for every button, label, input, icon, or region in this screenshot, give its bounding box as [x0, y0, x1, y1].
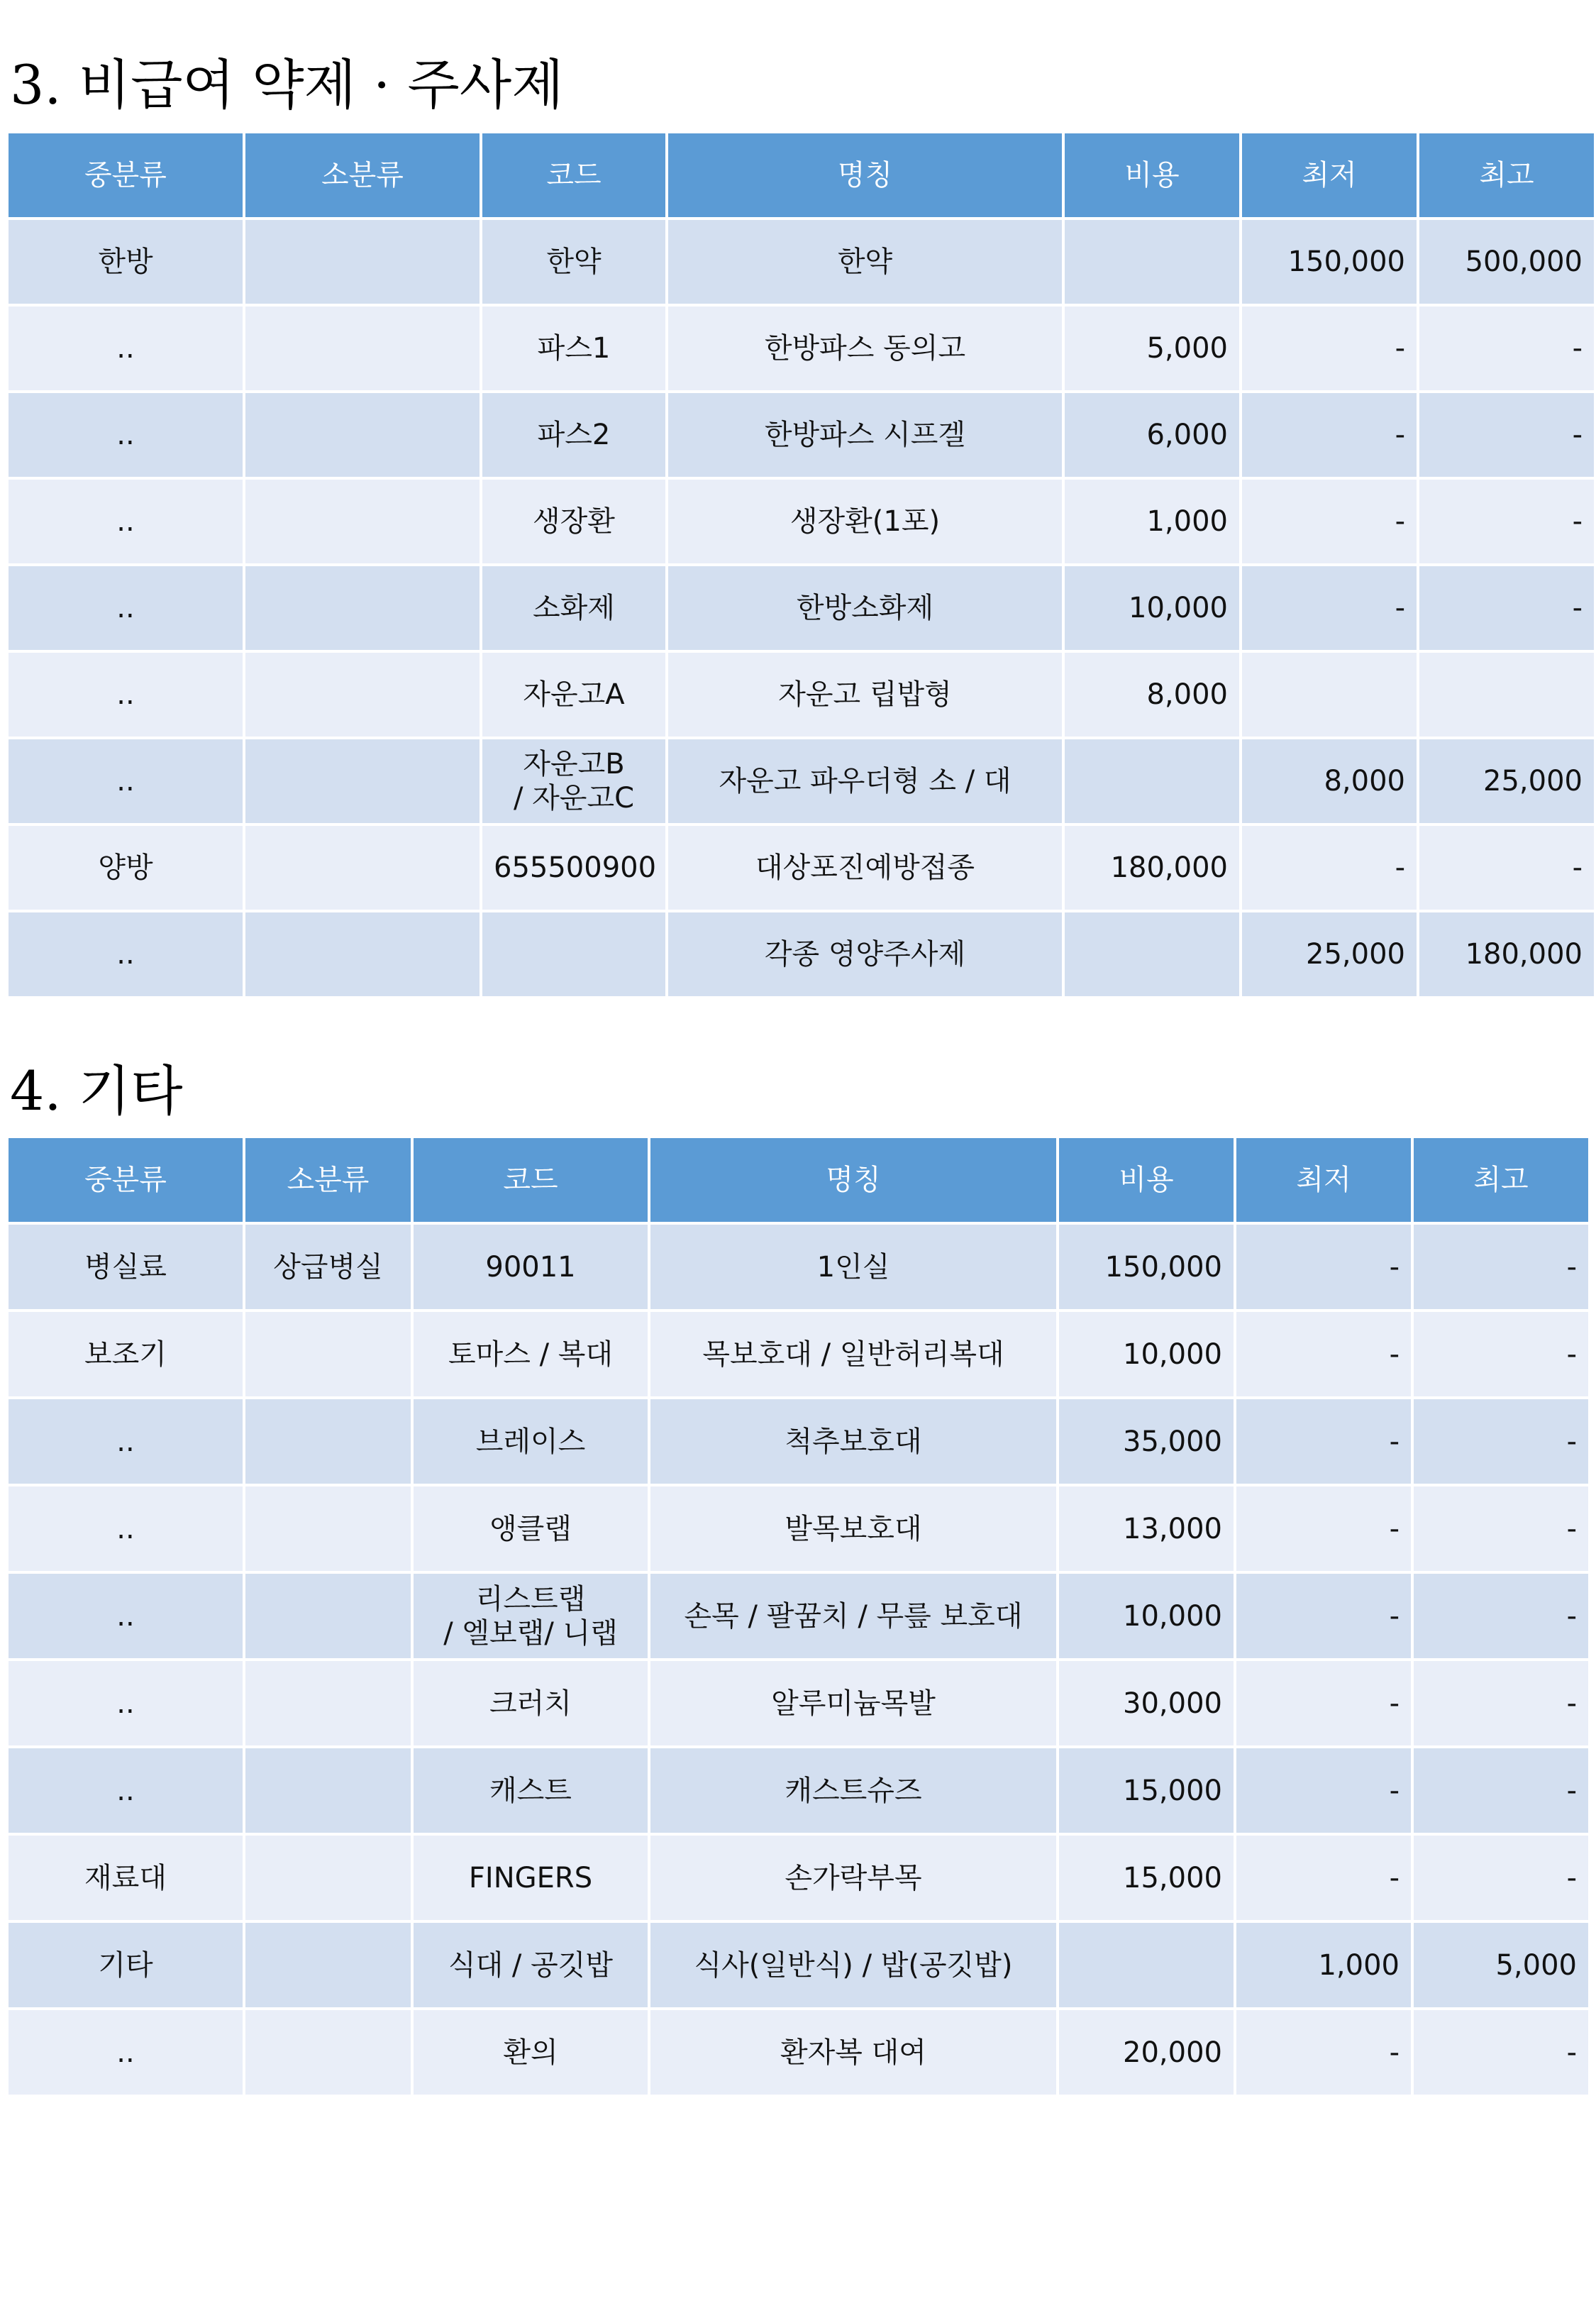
code-line: 소화제 — [533, 592, 615, 624]
max-cell: 500,000 — [1419, 220, 1594, 304]
table-row — [9, 1399, 1588, 1484]
cost-cell: 1,000 — [1065, 480, 1239, 563]
table-row — [9, 1574, 1588, 1658]
min-cell: 150,000 — [1242, 220, 1417, 304]
subcategory-cell — [245, 307, 480, 390]
max-cell: - — [1414, 1399, 1588, 1484]
table-row — [9, 1225, 1588, 1309]
subcategory-cell — [245, 1486, 411, 1571]
code-cell — [414, 1748, 648, 1833]
code-cell — [414, 2010, 648, 2095]
category-cell: .. — [9, 1399, 243, 1484]
header-cost: 비용 — [1065, 133, 1239, 217]
subcategory-cell — [245, 566, 480, 650]
category-cell: 보조기 — [9, 1312, 243, 1396]
code-cell — [482, 826, 665, 910]
code-cell — [414, 1399, 648, 1484]
name-cell: 환자복 대여 — [650, 2010, 1056, 2095]
code-cell — [482, 307, 665, 390]
name-cell: 목보호대 / 일반허리복대 — [650, 1312, 1056, 1396]
subcategory-cell — [245, 1574, 411, 1658]
fee-table-drugs — [6, 131, 1596, 999]
code-line: / 엘보랩/ 니랩 — [443, 1616, 618, 1650]
header-max: 최고 — [1419, 133, 1594, 217]
min-cell: - — [1236, 1748, 1411, 1833]
cost-cell: 35,000 — [1059, 1399, 1234, 1484]
table-header-row — [9, 1138, 1588, 1222]
section-title-other: 4. 기타 — [10, 1059, 183, 1122]
cost-cell: 150,000 — [1059, 1225, 1234, 1309]
table-row — [9, 566, 1594, 650]
category-cell: .. — [9, 393, 243, 477]
category-cell: .. — [9, 480, 243, 563]
min-cell: - — [1242, 393, 1417, 477]
cost-cell: 6,000 — [1065, 393, 1239, 477]
min-cell: 1,000 — [1236, 1923, 1411, 2007]
cost-cell: 15,000 — [1059, 1836, 1234, 1920]
name-cell: 한방소화제 — [668, 566, 1062, 650]
cost-cell — [1059, 1923, 1234, 2007]
code-cell — [414, 1661, 648, 1745]
max-cell: - — [1419, 307, 1594, 390]
category-cell: .. — [9, 566, 243, 650]
name-cell: 알루미늄목발 — [650, 1661, 1056, 1745]
min-cell: - — [1236, 1836, 1411, 1920]
subcategory-cell — [245, 1836, 411, 1920]
min-cell: - — [1236, 1312, 1411, 1396]
header-code: 코드 — [482, 133, 665, 217]
min-cell: - — [1242, 480, 1417, 563]
name-cell: 생장환(1포) — [668, 480, 1062, 563]
category-cell: .. — [9, 307, 243, 390]
max-cell: - — [1414, 1225, 1588, 1309]
table-row — [9, 2010, 1588, 2095]
table-row — [9, 826, 1594, 910]
name-cell: 한방파스 시프겔 — [668, 393, 1062, 477]
name-cell: 캐스트슈즈 — [650, 1748, 1056, 1833]
table-row — [9, 739, 1594, 823]
code-cell — [414, 1574, 648, 1658]
name-cell: 손목 / 팔꿈치 / 무릎 보호대 — [650, 1574, 1056, 1658]
category-cell: .. — [9, 653, 243, 737]
fee-table-other — [6, 1135, 1591, 2097]
header-subcategory: 소분류 — [245, 1138, 411, 1222]
max-cell: - — [1414, 1661, 1588, 1745]
section-title-drugs: 3. 비급여 약제 · 주사제 — [10, 53, 564, 116]
category-cell: 병실료 — [9, 1225, 243, 1309]
header-min: 최저 — [1242, 133, 1417, 217]
max-cell — [1419, 653, 1594, 737]
cost-cell — [1065, 912, 1239, 996]
name-cell: 발목보호대 — [650, 1486, 1056, 1571]
category-cell: .. — [9, 1574, 243, 1658]
subcategory-cell — [245, 912, 480, 996]
subcategory-cell — [245, 739, 480, 823]
subcategory-cell — [245, 1923, 411, 2007]
code-line: 캐스트 — [489, 1774, 572, 1807]
max-cell: 25,000 — [1419, 739, 1594, 823]
subcategory-cell — [245, 220, 480, 304]
min-cell: - — [1242, 307, 1417, 390]
code-line: 생장환 — [533, 505, 615, 538]
table-row — [9, 1661, 1588, 1745]
table-row — [9, 1923, 1588, 2007]
code-line: 크러치 — [489, 1687, 572, 1720]
subcategory-cell — [245, 480, 480, 563]
cost-cell: 15,000 — [1059, 1748, 1234, 1833]
subcategory-cell: 상급병실 — [245, 1225, 411, 1309]
code-cell — [414, 1225, 648, 1309]
code-line: 환의 — [503, 2036, 558, 2069]
code-line: 파스1 — [537, 332, 611, 365]
header-code: 코드 — [414, 1138, 648, 1222]
table-row — [9, 1748, 1588, 1833]
category-cell: .. — [9, 2010, 243, 2095]
category-cell: .. — [9, 739, 243, 823]
code-line: 90011 — [485, 1250, 576, 1284]
code-line: FINGERS — [468, 1861, 593, 1894]
code-cell — [414, 1836, 648, 1920]
header-name: 명칭 — [650, 1138, 1056, 1222]
min-cell: - — [1236, 1574, 1411, 1658]
max-cell: - — [1414, 1312, 1588, 1396]
category-cell: .. — [9, 1486, 243, 1571]
code-line: 자운고A — [523, 678, 625, 711]
header-subcategory: 소분류 — [245, 133, 480, 217]
table-row — [9, 1312, 1588, 1396]
code-line: 한약 — [546, 246, 602, 278]
table-row — [9, 307, 1594, 390]
max-cell: - — [1419, 480, 1594, 563]
code-line: 브레이스 — [475, 1425, 586, 1458]
cost-cell: 5,000 — [1065, 307, 1239, 390]
code-cell — [414, 1923, 648, 2007]
cost-cell: 10,000 — [1059, 1312, 1234, 1396]
cost-cell: 10,000 — [1065, 566, 1239, 650]
header-max: 최고 — [1414, 1138, 1588, 1222]
code-cell — [482, 739, 665, 823]
name-cell: 손가락부목 — [650, 1836, 1056, 1920]
code-line: 토마스 / 복대 — [448, 1337, 614, 1371]
max-cell: 5,000 — [1414, 1923, 1588, 2007]
min-cell: - — [1236, 2010, 1411, 2095]
header-category: 중분류 — [9, 133, 243, 217]
max-cell: - — [1419, 566, 1594, 650]
code-cell — [482, 393, 665, 477]
code-cell — [482, 566, 665, 650]
category-cell: 양방 — [9, 826, 243, 910]
cost-cell: 20,000 — [1059, 2010, 1234, 2095]
max-cell: - — [1414, 1486, 1588, 1571]
min-cell: - — [1242, 566, 1417, 650]
min-cell: - — [1236, 1399, 1411, 1484]
code-line: / 자운고C — [513, 782, 635, 815]
table-row — [9, 912, 1594, 996]
name-cell: 대상포진예방접종 — [668, 826, 1062, 910]
name-cell: 한방파스 동의고 — [668, 307, 1062, 390]
header-min: 최저 — [1236, 1138, 1411, 1222]
header-cost: 비용 — [1059, 1138, 1234, 1222]
subcategory-cell — [245, 1399, 411, 1484]
table-row — [9, 653, 1594, 737]
subcategory-cell — [245, 826, 480, 910]
max-cell: - — [1414, 1748, 1588, 1833]
name-cell: 척추보호대 — [650, 1399, 1056, 1484]
cost-cell: 30,000 — [1059, 1661, 1234, 1745]
category-cell: 한방 — [9, 220, 243, 304]
cost-cell — [1065, 739, 1239, 823]
table-row — [9, 1486, 1588, 1571]
max-cell: - — [1414, 1836, 1588, 1920]
code-line: 파스2 — [537, 419, 611, 451]
subcategory-cell — [245, 393, 480, 477]
name-cell: 자운고 파우더형 소 / 대 — [668, 739, 1062, 823]
cost-cell: 8,000 — [1065, 653, 1239, 737]
code-line: 리스트랩 — [475, 1582, 586, 1616]
code-cell — [482, 653, 665, 737]
max-cell: - — [1419, 393, 1594, 477]
category-cell: 기타 — [9, 1923, 243, 2007]
category-cell: .. — [9, 1748, 243, 1833]
cost-cell — [1065, 220, 1239, 304]
table-row — [9, 393, 1594, 477]
cost-cell: 10,000 — [1059, 1574, 1234, 1658]
min-cell: - — [1242, 826, 1417, 910]
code-cell — [482, 220, 665, 304]
table-row — [9, 220, 1594, 304]
category-cell: 재료대 — [9, 1836, 243, 1920]
cost-cell: 13,000 — [1059, 1486, 1234, 1571]
code-line: 식대 / 공깃밥 — [448, 1948, 614, 1982]
min-cell: 25,000 — [1242, 912, 1417, 996]
subcategory-cell — [245, 1748, 411, 1833]
code-cell — [482, 480, 665, 563]
max-cell: - — [1414, 1574, 1588, 1658]
table-row — [9, 1836, 1588, 1920]
max-cell: 180,000 — [1419, 912, 1594, 996]
min-cell — [1242, 653, 1417, 737]
min-cell: 8,000 — [1242, 739, 1417, 823]
code-cell — [414, 1312, 648, 1396]
code-line: 앵클랩 — [489, 1512, 572, 1545]
code-line: 655500900 — [494, 851, 657, 884]
name-cell: 한약 — [668, 220, 1062, 304]
category-cell: .. — [9, 1661, 243, 1745]
min-cell: - — [1236, 1486, 1411, 1571]
subcategory-cell — [245, 1312, 411, 1396]
name-cell: 각종 영양주사제 — [668, 912, 1062, 996]
subcategory-cell — [245, 2010, 411, 2095]
category-cell: .. — [9, 912, 243, 996]
min-cell: - — [1236, 1225, 1411, 1309]
table-header-row — [9, 133, 1594, 217]
cost-cell: 180,000 — [1065, 826, 1239, 910]
code-cell — [414, 1486, 648, 1571]
subcategory-cell — [245, 653, 480, 737]
code-cell — [482, 912, 665, 996]
subcategory-cell — [245, 1661, 411, 1745]
header-category: 중분류 — [9, 1138, 243, 1222]
name-cell: 자운고 립밥형 — [668, 653, 1062, 737]
name-cell: 1인실 — [650, 1225, 1056, 1309]
header-name: 명칭 — [668, 133, 1062, 217]
max-cell: - — [1419, 826, 1594, 910]
min-cell: - — [1236, 1661, 1411, 1745]
table-row — [9, 480, 1594, 563]
code-line: 자운고B — [523, 748, 625, 780]
max-cell: - — [1414, 2010, 1588, 2095]
name-cell: 식사(일반식) / 밥(공깃밥) — [650, 1923, 1056, 2007]
